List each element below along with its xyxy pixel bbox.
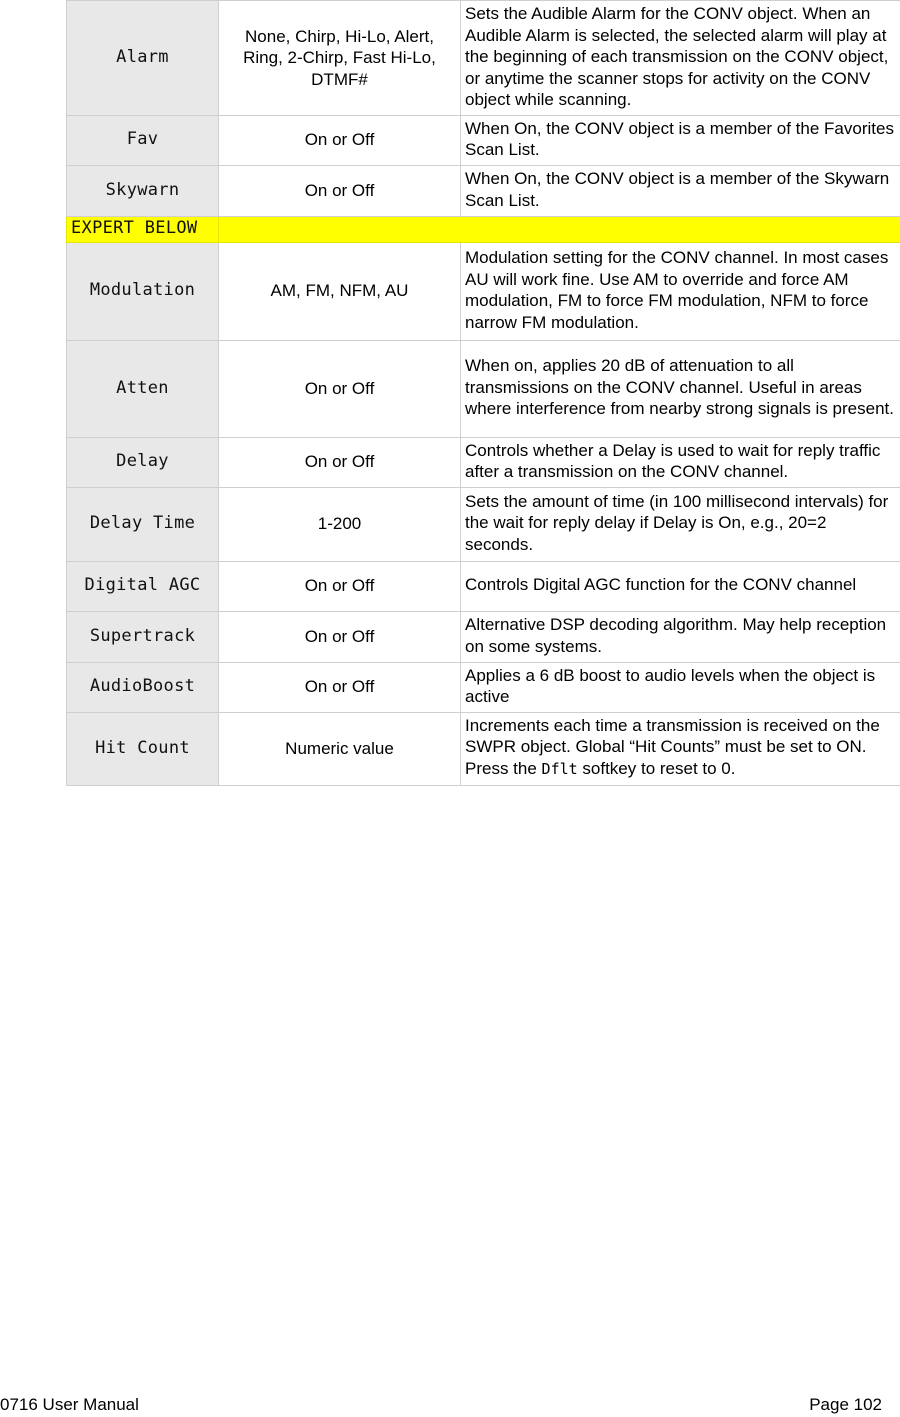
setting-name: Atten <box>67 340 219 437</box>
setting-name: Delay <box>67 437 219 487</box>
setting-description: Sets the amount of time (in 100 millisecond intervals) for the wait for reply delay if Delay is On, e.g., 20=2 seconds. <box>461 487 900 561</box>
table-row <box>67 115 900 165</box>
setting-value: On or Off <box>219 437 461 487</box>
table-row <box>67 437 900 487</box>
setting-name: Digital AGC <box>67 561 219 611</box>
setting-value: AM, FM, NFM, AU <box>219 242 461 340</box>
setting-value: On or Off <box>219 165 461 216</box>
setting-name: Fav <box>67 115 219 165</box>
setting-value: Numeric value <box>219 712 461 785</box>
expert-divider-row <box>67 216 900 242</box>
setting-description: When On, the CONV object is a member of the Favorites Scan List. <box>461 115 900 165</box>
setting-name: Hit Count <box>67 712 219 785</box>
settings-table <box>66 0 900 786</box>
setting-value: On or Off <box>219 115 461 165</box>
table-row <box>67 165 900 216</box>
setting-name: Skywarn <box>67 165 219 216</box>
table-row <box>67 561 900 611</box>
table-row <box>67 712 900 785</box>
setting-value: On or Off <box>219 611 461 662</box>
setting-description <box>461 712 900 785</box>
setting-name: Delay Time <box>67 487 219 561</box>
setting-name: AudioBoost <box>67 662 219 712</box>
footer-manual-title: 0716 User Manual <box>0 1395 139 1414</box>
setting-name: Alarm <box>67 1 219 116</box>
setting-value: On or Off <box>219 340 461 437</box>
setting-description: When on, applies 20 dB of attenuation to all transmissions on the CONV channel. Useful in areas where interference from nearby strong signals is present. <box>461 340 900 437</box>
setting-description: Controls whether a Delay is used to wait for reply traffic after a transmission on the CONV channel. <box>461 437 900 487</box>
setting-description: Controls Digital AGC function for the CONV channel <box>461 561 900 611</box>
setting-value: On or Off <box>219 662 461 712</box>
setting-description: When On, the CONV object is a member of the Skywarn Scan List. <box>461 165 900 216</box>
table-row <box>67 487 900 561</box>
table-row <box>67 662 900 712</box>
description-text: Increments each time a transmission is received on the SWPR object. Global “Hit Counts” must be set to ON. Press the <box>465 715 880 778</box>
table-row <box>67 242 900 340</box>
table-row <box>67 1 900 116</box>
setting-name: Modulation <box>67 242 219 340</box>
table-row <box>67 340 900 437</box>
setting-description: Applies a 6 dB boost to audio levels when the object is active <box>461 662 900 712</box>
setting-description: Modulation setting for the CONV channel. In most cases AU will work fine. Use AM to override and force AM modulation, FM to force FM modulation, NFM to force narrow FM modulation. <box>461 242 900 340</box>
setting-value: On or Off <box>219 561 461 611</box>
softkey-label: Dflt <box>541 759 578 778</box>
setting-value: 1-200 <box>219 487 461 561</box>
expert-below-label: EXPERT BELOW <box>67 216 219 242</box>
description-text: softkey to reset to 0. <box>577 758 736 778</box>
setting-description: Sets the Audible Alarm for the CONV object. When an Audible Alarm is selected, the selected alarm will play at the beginning of each transmission on the CONV object, or anytime the scanner stops for activity on the CONV object while scanning. <box>461 1 900 116</box>
table-row <box>67 611 900 662</box>
setting-description: Alternative DSP decoding algorithm. May help reception on some systems. <box>461 611 900 662</box>
setting-value: None, Chirp, Hi-Lo, Alert, Ring, 2-Chirp, Fast Hi-Lo, DTMF# <box>219 1 461 116</box>
footer-page-number: Page 102 <box>809 1395 882 1414</box>
expert-divider-fill <box>219 216 900 242</box>
setting-name: Supertrack <box>67 611 219 662</box>
